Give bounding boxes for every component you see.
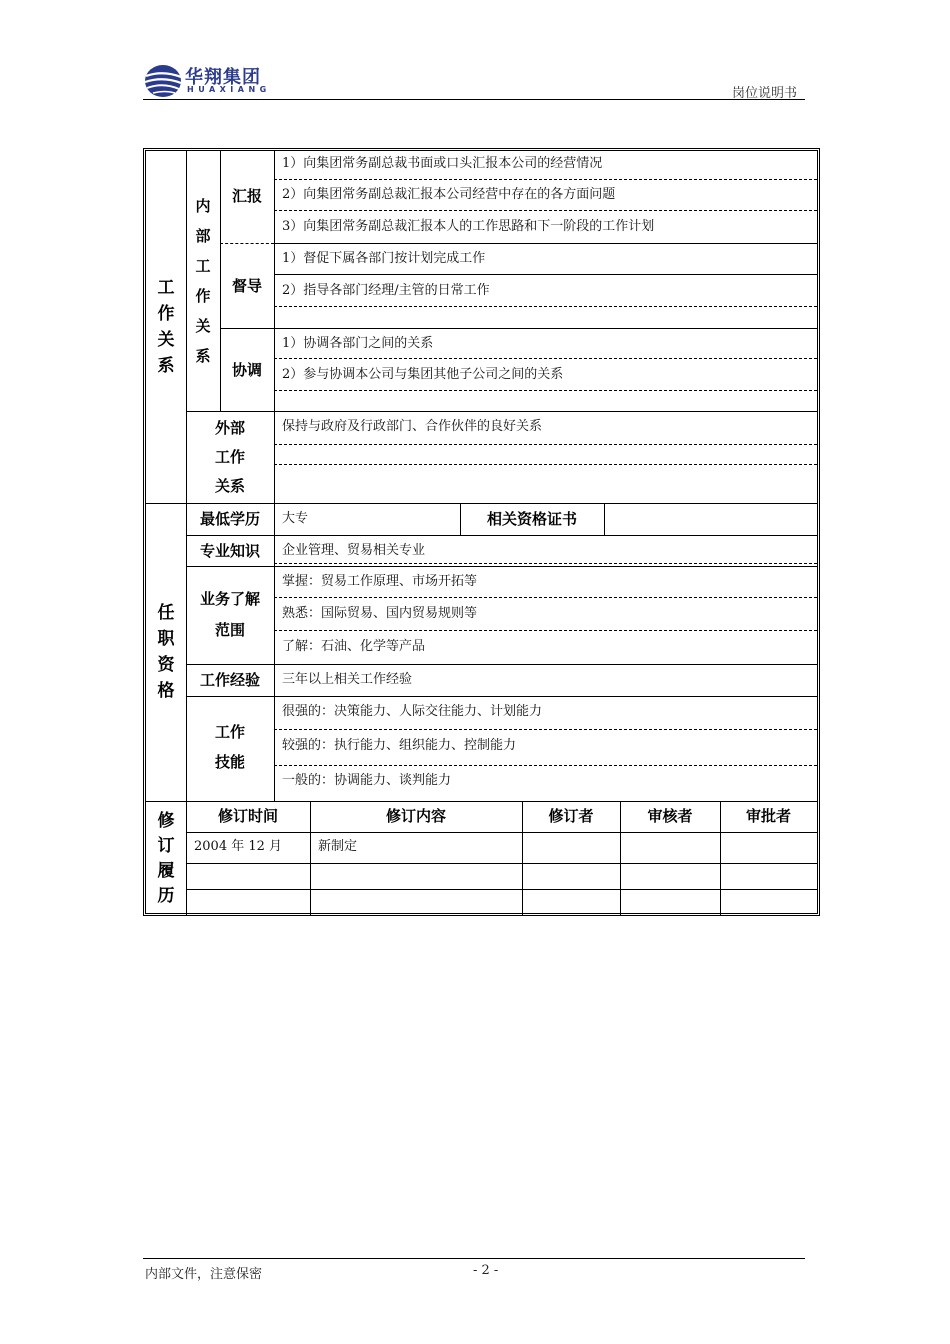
- divider: [274, 151, 275, 503]
- divider: [220, 243, 274, 244]
- globe-logo-icon: [143, 62, 183, 100]
- divider: [220, 328, 274, 329]
- divider: [274, 179, 817, 180]
- logo-chinese-text: 华翔集团: [185, 67, 261, 88]
- divider: [274, 597, 817, 598]
- job-description-table: [143, 148, 820, 916]
- supervise-item-2: 2）指导各部门经理/主管的日常工作: [282, 283, 490, 298]
- divider: [186, 863, 817, 864]
- confidentiality-note: 内部文件，注意保密: [145, 1267, 263, 1282]
- external-label-line3: 关系: [214, 477, 245, 495]
- education-value: 大专: [282, 511, 309, 526]
- experience-label: 工作经验: [199, 671, 260, 689]
- divider: [186, 566, 817, 567]
- section-label-text: 修订履历: [157, 810, 175, 906]
- revision-row-1-date: 2004 年 12 月: [194, 839, 283, 854]
- divider: [186, 696, 817, 697]
- scope-item-1: 掌握：贸易工作原理、市场开拓等: [282, 574, 478, 589]
- knowledge-label: 专业知识: [199, 542, 260, 560]
- education-label: 最低学历: [199, 510, 260, 528]
- divider: [274, 765, 817, 766]
- divider: [274, 328, 817, 329]
- internal-relations-label: [186, 151, 220, 411]
- report-item-1: 1）向集团常务副总裁书面或口头汇报本公司的经营情况: [282, 156, 603, 171]
- scope-label-line1: 业务了解: [199, 590, 260, 608]
- company-logo: [143, 62, 293, 100]
- document-title: 岗位说明书: [731, 86, 797, 101]
- external-relations-text: 保持与政府及行政部门、合作伙伴的良好关系: [282, 419, 543, 434]
- divider: [274, 210, 817, 211]
- divider: [186, 832, 817, 833]
- report-item-3: 3）向集团常务副总裁汇报本人的工作思路和下一阶段的工作计划: [282, 219, 655, 234]
- divider: [274, 729, 817, 730]
- divider: [274, 503, 275, 801]
- divider: [274, 243, 817, 244]
- scope-item-3: 了解：石油、化学等产品: [282, 639, 426, 654]
- divider: [274, 563, 817, 564]
- coordinate-label: 协调: [231, 361, 262, 379]
- skills-item-1: 很强的：决策能力、人际交往能力、计划能力: [282, 704, 543, 719]
- supervise-label: 督导: [231, 277, 262, 295]
- skills-label-line2: 技能: [214, 753, 245, 771]
- report-label: 汇报: [231, 187, 262, 205]
- knowledge-value: 企业管理、贸易相关专业: [282, 543, 426, 558]
- report-item-2: 2）向集团常务副总裁汇报本公司经营中存在的各方面问题: [282, 187, 616, 202]
- skills-item-3: 一般的：协调能力、谈判能力: [282, 773, 452, 788]
- revision-col-reviser: 修订者: [548, 807, 594, 825]
- revision-col-content: 修订内容: [385, 807, 446, 825]
- certificate-label: 相关资格证书: [486, 510, 577, 528]
- divider: [186, 889, 817, 890]
- divider: [604, 503, 605, 535]
- page-footer: [143, 1258, 805, 1282]
- divider: [274, 630, 817, 631]
- internal-label-text: 内部工作关系: [195, 197, 211, 365]
- page-number: - 2 -: [473, 1263, 499, 1278]
- section-label-qualifications: [146, 503, 186, 801]
- divider: [274, 358, 817, 359]
- divider: [274, 464, 817, 465]
- page-header: [143, 62, 805, 100]
- divider: [186, 411, 817, 412]
- section-label-text: 任职资格: [157, 603, 175, 701]
- scope-item-2: 熟悉：国际贸易、国内贸易规则等: [282, 606, 478, 621]
- divider: [274, 306, 817, 307]
- logo-english-text: HUAXIANG: [187, 85, 271, 94]
- divider: [186, 664, 817, 665]
- external-label-line2: 工作: [214, 448, 245, 466]
- skills-label-line1: 工作: [214, 723, 245, 741]
- section-label-revision: [146, 801, 186, 916]
- external-label-line1: 外部: [214, 419, 245, 437]
- revision-col-reviewer: 审核者: [647, 807, 693, 825]
- revision-row-1-content: 新制定: [318, 839, 358, 854]
- section-label-work-relations: [146, 151, 186, 503]
- coordinate-item-2: 2）参与协调本公司与集团其他子公司之间的关系: [282, 367, 564, 382]
- revision-col-date: 修订时间: [217, 807, 278, 825]
- scope-label-line2: 范围: [214, 621, 245, 639]
- skills-item-2: 较强的：执行能力、组织能力、控制能力: [282, 738, 517, 753]
- divider: [274, 444, 817, 445]
- section-label-text: 工作关系: [157, 278, 175, 376]
- supervise-item-1: 1）督促下属各部门按计划完成工作: [282, 251, 486, 266]
- divider: [186, 535, 817, 536]
- divider: [274, 274, 817, 275]
- experience-value: 三年以上相关工作经验: [282, 672, 413, 687]
- divider: [274, 390, 817, 391]
- coordinate-item-1: 1）协调各部门之间的关系: [282, 336, 434, 351]
- revision-col-approver: 审批者: [745, 807, 791, 825]
